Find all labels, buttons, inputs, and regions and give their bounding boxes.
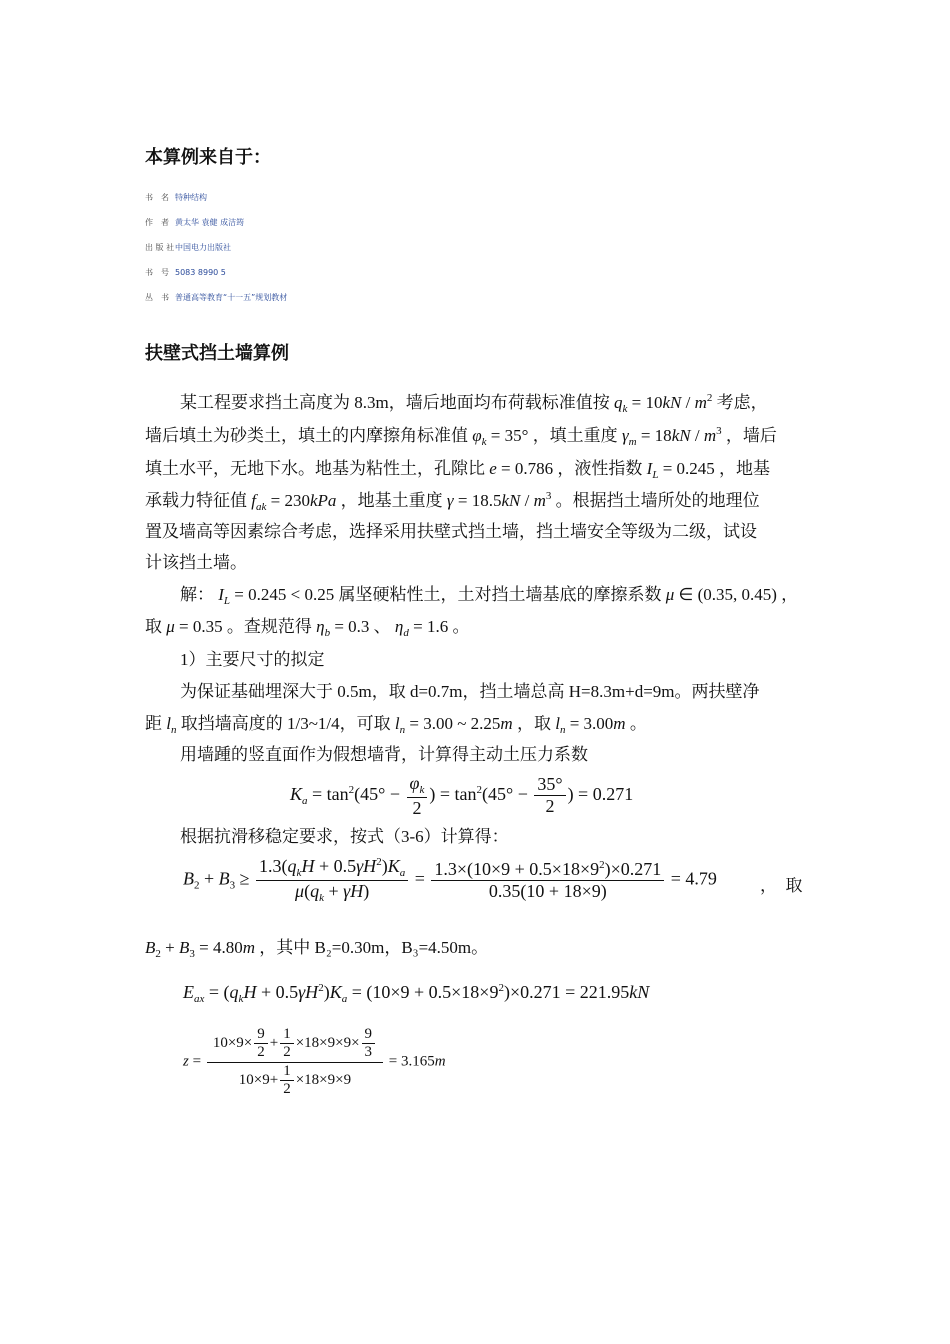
para-line-4: 承载力特征值 $f_{ak} = 230kPa$ ，地基土重度 $\gamma = 18.5kN / m^3$ 。根据挡土墙所处的地理位 [145, 490, 760, 513]
dim-line-1: 为保证基础埋深大于 0.5m，取 d=0.7m，挡土墙总高 H=8.3m+d=9m。两扶壁净 [180, 682, 760, 701]
para-line-6: 计该挡土墙。 [145, 553, 247, 572]
book-info-series: 丛 书 普通高等教育“十一五”规划教材 [145, 293, 288, 302]
equation-b2b3: $B_2 + B_3$ ≥ $\frac{1.3(q_kH + 0.5\gamma H^2)K_a}{\mu(q_k + \gamma H)}$ = $\frac{1.3\times(10\times 9 + 0.5\times 18\times 9^2)\times 0.271}{0.35(10 + 18\times 9)}$ = 4.79 [183, 856, 717, 904]
document-title: 扶壁式挡土墙算例 [145, 343, 289, 364]
dim-line-4: 根据抗滑移稳定要求，按式（3-6）计算得： [180, 827, 509, 846]
section-heading-1: 1）主要尺寸的拟定 [180, 650, 325, 669]
equation-eax: $E_{ax} = (q_kH + 0.5\gamma H^2)K_a = (10\times 9 + 0.5\times 18\times 9^2)\times 0.271 = 221.95kN$ [183, 982, 650, 1005]
para-line-2: 墙后填土为砂类土，填土的内摩擦角标准值 $\varphi_k = 35^\circ$ ，填土重度 $\gamma_m = 18kN / m^3$ ，墙后 [145, 425, 777, 448]
dim-line-3: 用墙踵的竖直面作为假想墙背，计算得主动土压力系数 [180, 745, 588, 764]
result-line-b: $B_2 + B_3 = 4.80m$ ，其中 B₂=0.30m，B₃=4.50m。 [145, 938, 489, 960]
para-line-1: 某工程要求挡土高度为 8.3m，墙后地面均布荷载标准值按 $q_k = 10kN / m^2$ 考虑， [180, 392, 768, 415]
book-info-name: 书 名 特种结构 [145, 193, 207, 202]
book-info-publisher: 出 版 社中国电力出版社 [145, 243, 231, 252]
equation-z: z = 10×9× $\frac{9}{2}$ + $\frac{1}{2}$ ×18×9×9× $\frac{9}{3}$ 10×9+ $\frac{1}{2}$ ×18×9×9 = 3.165m [183, 1026, 446, 1097]
book-info-author: 作 者 黄太华 袁健 成洁筠 [145, 218, 245, 227]
book-info-isbn: 书 号 5083 8990 5 [145, 268, 226, 277]
equation-ka: $K_a = \tan^2(45^\circ$ − $\frac{\varphi_k}{2}$ ) = $\tan^2(45^\circ$ − $\frac{35^\circ}{2}$ ) = 0.271 [290, 773, 634, 818]
solution-line-2: 取 μ = 0.35 。查规范得 $\eta_b = 0.3$ 、 $\eta_d = 1.6$ 。 [145, 617, 470, 639]
para-line-5: 置及墙高等因素综合考虑，选择采用扶壁式挡土墙，挡土墙安全等级为二级，试设 [145, 522, 757, 541]
source-heading: 本算例来自于： [145, 147, 271, 168]
para-line-3: 填土水平，无地下水。地基为粘性土，孔隙比 e = 0.786 ，液性指数 $I_L = 0.245$ ，地基 [145, 459, 771, 481]
dim-line-2: 距 $l_n$ 取挡墙高度的 1/3~1/4，可取 $l_n = 3.00$ ~ 2.25m ，取 $l_n = 3.00m$ 。 [145, 714, 647, 736]
solution-line-1: 解： $I_L = 0.245 < 0.25$ 属坚硬粘性土，土对挡土墙基底的摩擦系数 μ ∈ (0.35, 0.45) ， [180, 585, 799, 607]
take-label: ， 取 [760, 876, 803, 895]
